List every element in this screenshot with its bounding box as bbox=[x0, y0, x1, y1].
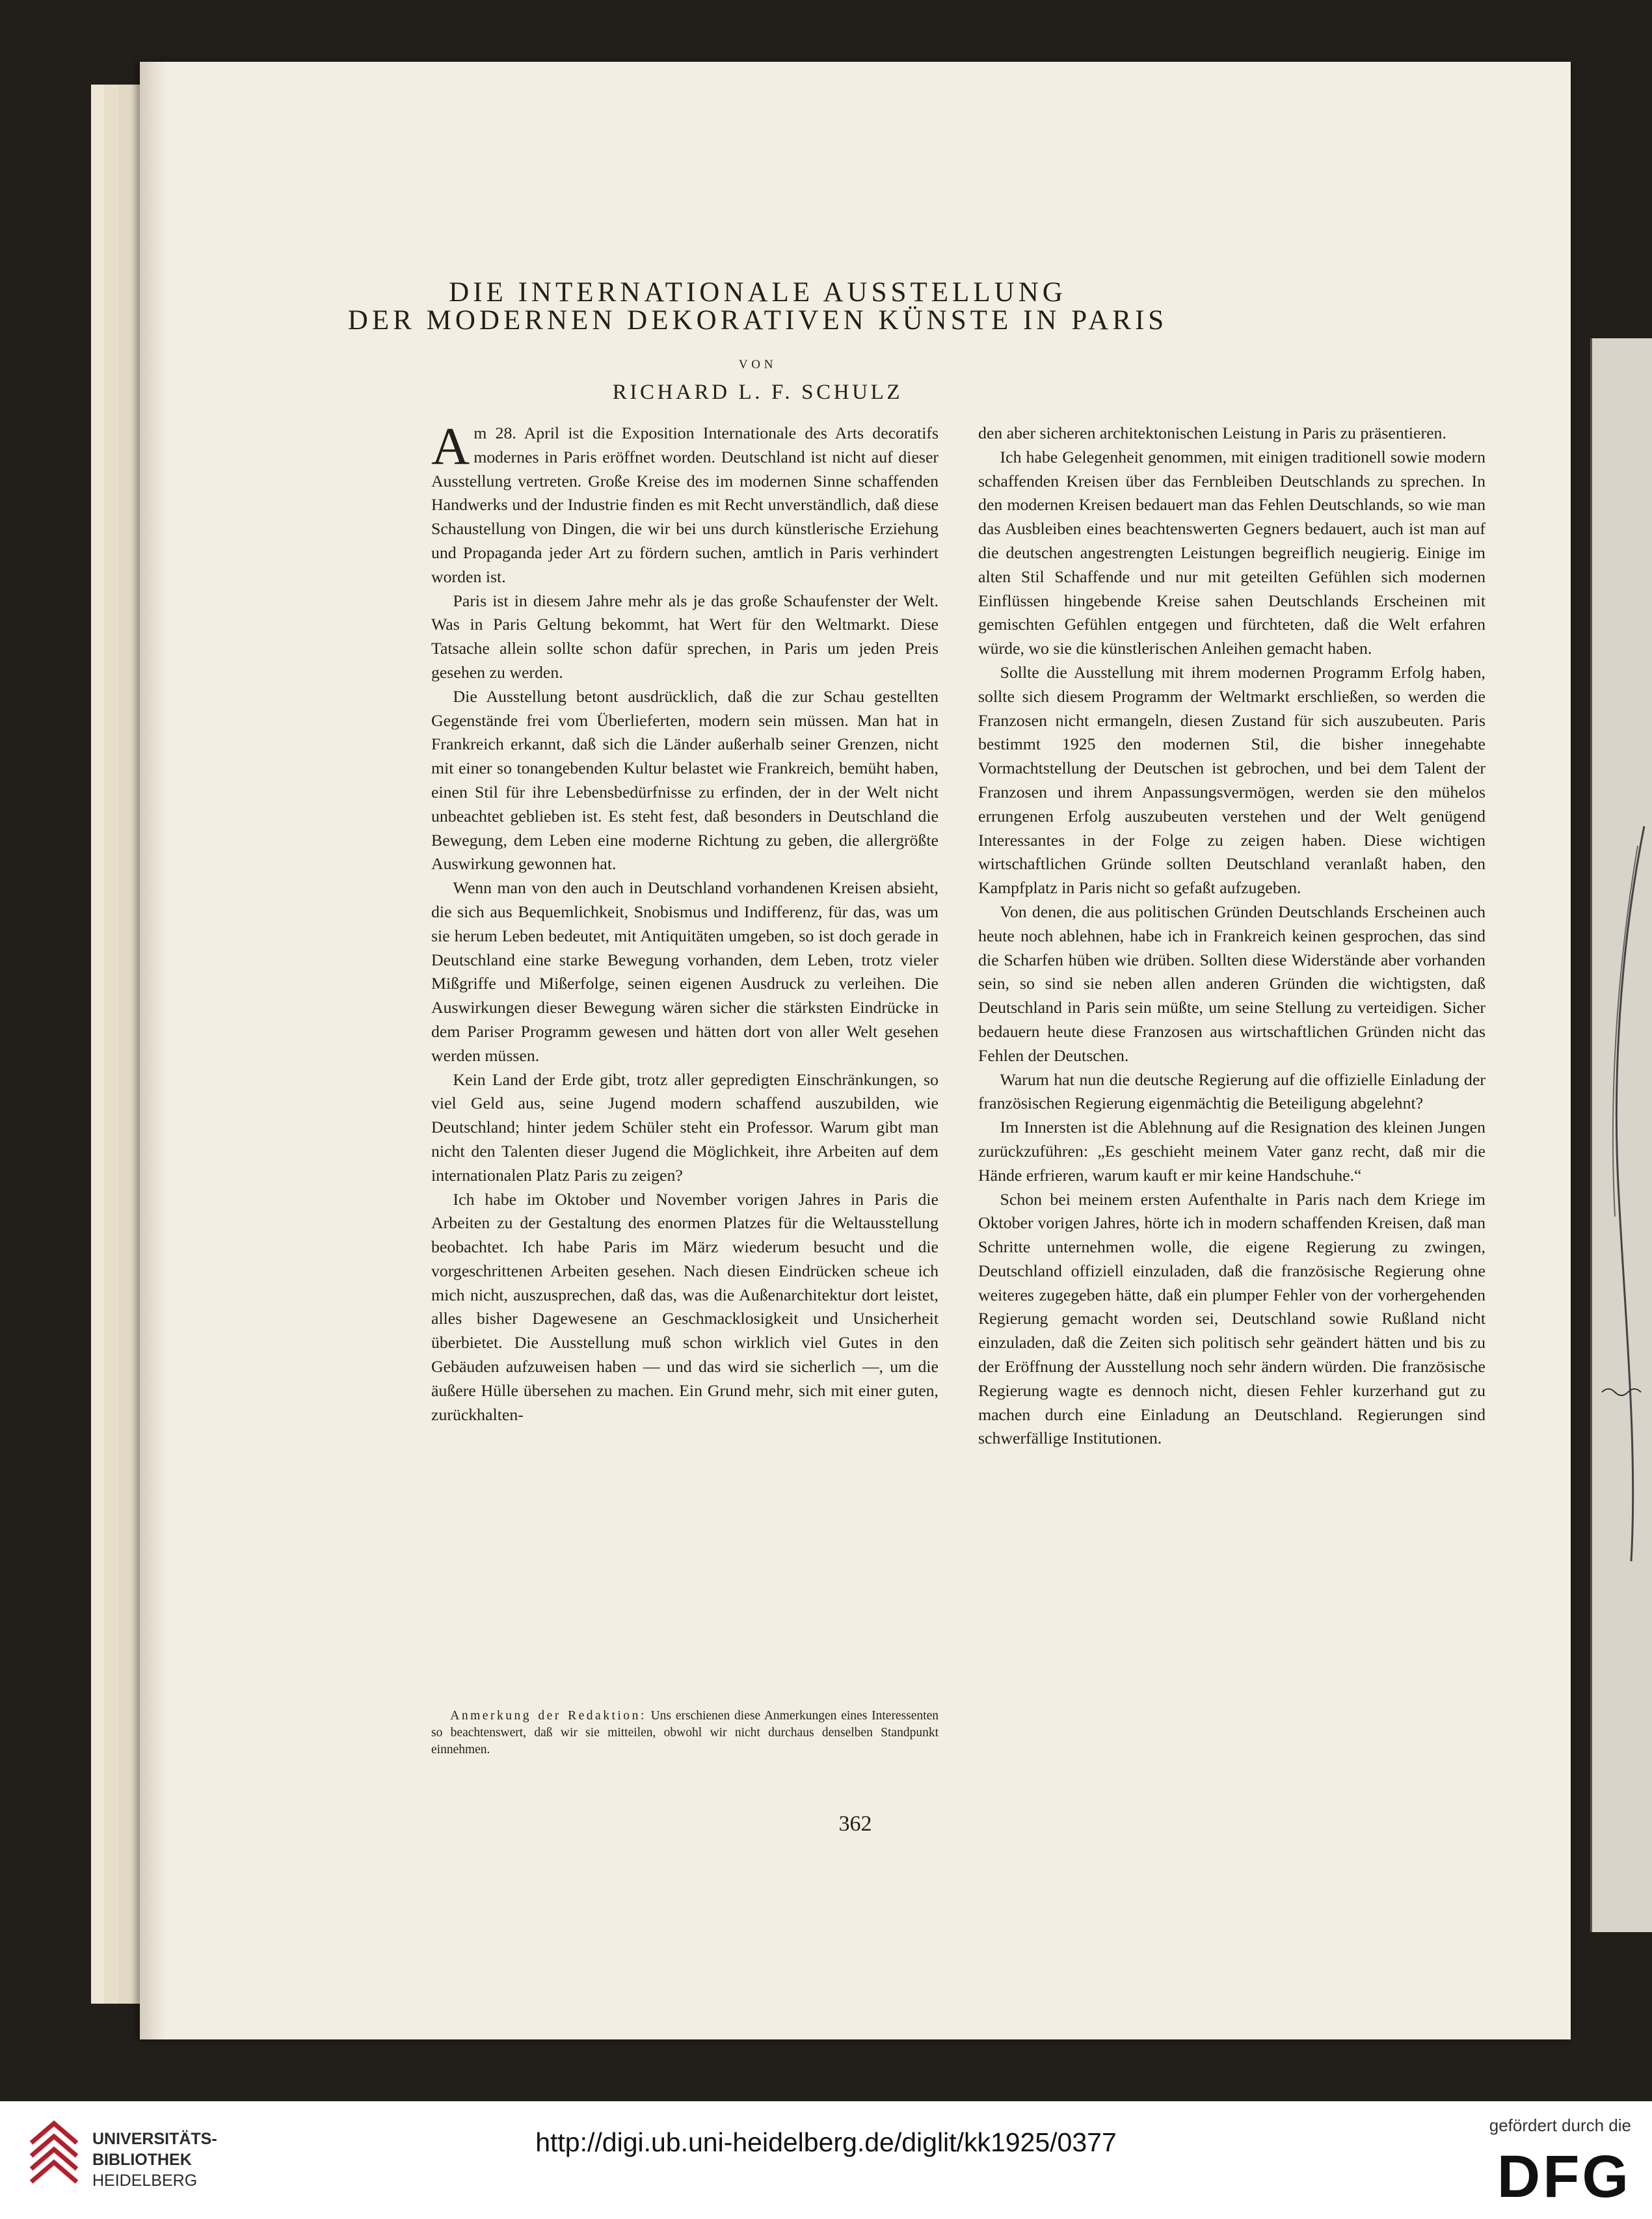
paragraph: Ich habe Gelegenheit genommen, mit einigen traditionell sowie modern schaffenden Kreisen über das Fernbleiben Deutschlands zu sprechen. In den modernen Kreisen bedauert man das Fehlen Deutschlands, so wie man das Ausbleiben eines beachtenswerten Gegners bedauert, auch ist man auf die deutschen angestrengten Leistungen begreiflich neugierig. Einige im alten Stil Schaffende und nur mit geteilten Gefühlen sich modernen Einflüssen hingebende Kreise sahen Deutschlands Erscheinen mit gemischten Gefühlen entgegen und fürchteten, daß die Welt erfahren würde, wo sie die künstlerischen Anleihen gemacht haben. bbox=[978, 447, 1485, 658]
library-name-line1: UNIVERSITÄTS- bbox=[92, 2130, 217, 2148]
paragraph: Von denen, die aus politischen Gründen Deutschlands Erscheinen auch heute noch ablehnen, habe ich in Frankreich keinen gesprochen, das sind die Scharfen hüben wie drüben. Sollten diese Widerstände aber vorhanden sein, so sind sie neben allen anderen Gründen die wichtigsten, daß Deutschland in Paris sein müßte, um seine Stellung zu verteidigen. Sicher bedauern heute diese Franzosen aus wirtschaftlichen Gründen nicht das Fehlen der Deutschen. bbox=[978, 902, 1485, 1065]
text-column-left bbox=[431, 416, 939, 1427]
article-title-line1: DIE INTERNATIONALE AUSSTELLUNG bbox=[449, 277, 1067, 308]
paragraph bbox=[431, 416, 939, 589]
permalink-url[interactable]: http://digi.ub.uni-heidelberg.de/diglit/kk1925/0377 bbox=[535, 2127, 1117, 2157]
footnote-text: Uns erschienen diese Anmerkungen eines Interessenten so beachtenswert, daß wir sie mitteilen, obwohl wir nicht durchaus denselben Standpunkt einnehmen. bbox=[431, 1709, 939, 1756]
library-name-line2: BIBLIOTHEK bbox=[92, 2151, 192, 2169]
text-column-right bbox=[978, 422, 1485, 1451]
paragraph: Sollte die Ausstellung mit ihrem modernen Programm Erfolg haben, sollte sich diesem Programm der Weltmarkt erschließen, so werden die Franzosen nicht ermangeln, diesen Zustand für sich auszubeuten. Paris bestimmt 1925 den modernen Stil, die bisher innegehabte Vormachtstellung der Deutschen ist gebrochen, und bei dem Talent der Franzosen und ihrem Anpassungsvermögen, werden sie den mühelos errungenen Erfolg auszubeuten verstehen und der Welt genügend Interessantes in der Folge zu zeigen haben. Diese wichtigen wirtschaftlichen Gründe sollten Deutschland veranlaßt haben, den Kampfplatz in Paris nicht so gefaßt aufzugeben. bbox=[978, 662, 1485, 898]
paragraph: den aber sicheren architektonischen Leistung in Paris zu präsentieren. bbox=[978, 424, 1446, 442]
paragraph: Schon bei meinem ersten Aufenthalte in Paris nach dem Kriege im Oktober vorigen Jahres, hörte ich in modern schaffenden Kreisen, daß man Schritte unternehmen wolle, die eigene Regierung zu zwingen, Deutschland offiziell einzuladen, daß die französische Regierung ohne weiteres zugegeben hätte, daß ein plumper Fehler von der vorhergehenden Regierung gemacht worden sei, Deutschland sowie Rußland nicht einzuladen, daß die Zeiten sich politisch sehr geändert hätten und bis zu der Eröffnung der Ausstellung noch sehr ändern würden. Die französische Regierung wagte es dennoch nicht, diesen Fehler kurzerhand gut zu machen durch eine Einladung an Deutschland. Regierungen sind schwerfällige Institutionen. bbox=[978, 1189, 1485, 1448]
paragraph: Im Innersten ist die Ablehnung auf die Resignation des kleinen Jungen zurückzuführen: „Es geschieht meinem Vater ganz recht, daß mir die Hände erfrieren, warum kauft er mir keine Handschuhe.“ bbox=[978, 1118, 1485, 1185]
funder-label: gefördert durch die bbox=[1489, 2116, 1631, 2135]
paragraph: Paris ist in diesem Jahre mehr als je das große Schaufenster der Welt. Was in Paris Geltung bekommt, hat Wert für den Weltmarkt. Diese Tatsache allein sollte schon dafür sprechen, in Paris um jeden Preis gesehen zu werden. bbox=[431, 591, 939, 682]
author-name: RICHARD L. F. SCHULZ bbox=[612, 381, 903, 404]
paragraph-text: m 28. April ist die Exposition Internationale des Arts decoratifs modernes in Paris eröffnet worden. Deutschland ist nicht auf dieser Ausstellung vertreten. Große Kreise des im modernen Sinne schaffenden Handwerks und der Industrie finden es mit Recht unverständlich, daß diese Schaustellung von Dingen, die wir bei uns durch künstlerische Erziehung und Propaganda jeder Art zu fördern suchen, amtlich in Paris verhindert worden ist. bbox=[431, 424, 939, 586]
library-name-line3: HEIDELBERG bbox=[92, 2172, 198, 2190]
paragraph: Die Ausstellung betont ausdrücklich, daß die zur Schau gestellten Gegenstände frei vom Überlieferten, modern sein müssen. Man hat in Frankreich erkannt, daß sich die Länder außerhalb seiner Grenzen, nicht mit einer so tonangebenden Kultur belastet wie Frankreich, bemüht haben, einen Stil für ihre Lebensbedürfnisse zu erfinden, der in der Welt nicht unbeachtet geblieben ist. Es steht fest, daß besonders in Deutschland die Bewegung, dem Leben eine moderne Richtung zu geben, die allergrößte Auswirkung gewonnen hat. bbox=[431, 686, 939, 874]
paragraph: Wenn man von den auch in Deutschland vorhandenen Kreisen absieht, die sich aus Bequemlichkeit, Snobismus und Indifferenz, für das, was um sie herum Leben bedeutet, mit Antiquitäten umgeben, so ist doch gerade in Deutschland eine starke Bewegung vorhanden, dem Leben, trotz vieler Mißgriffe und Mißerfolge, seinen eigenen Ausdruck zu verleihen. Die Auswirkungen dieser Bewegung wären sicher die stärksten Eindrücke in dem Pariser Programm gewesen und hätten dort von aller Welt gesehen werden müssen. bbox=[431, 878, 939, 1065]
byline-von: VON bbox=[738, 358, 777, 371]
sketch-image bbox=[1599, 794, 1651, 1574]
paragraph: Ich habe im Oktober und November vorigen Jahres in Paris die Arbeiten zu der Gestaltung des enormen Platzes für die Weltausstellung beobachtet. Ich habe Paris im März wiederum besucht und die vorgeschrittenen Arbeiten gesehen. Nach diesen Eindrücken scheue ich mich nicht, auszusprechen, daß das, was die Außenarchitektur dort leistet, alles bisher Dagewesene an Geschmacklosigkeit und Unsicherheit überbietet. Die Ausstellung muß schon wirklich viel Gutes in den Gebäuden aufzuweisen haben — und das wird sie sicherlich —, um die äußere Hülle übersehen zu machen. Ein Grund mehr, sich mit einer guten, zurückhalten- bbox=[431, 1189, 939, 1424]
adjacent-page bbox=[1590, 338, 1652, 1932]
article-title-line2: DER MODERNEN DEKORATIVEN KÜNSTE IN PARIS bbox=[347, 305, 1168, 336]
dfg-logo[interactable]: DFG bbox=[1497, 2144, 1631, 2210]
paragraph: Kein Land der Erde gibt, trotz aller gepredigten Einschränkungen, so viel Geld aus, seine Jugend modern schaffend auszubilden, wie Deutschland; hinter jedem Schüler steht ein Professor. Warum gibt man nicht den Talenten dieser Jugend die Möglichkeit, ihre Arbeiten auf dem internationalen Platz Paris zu zeigen? bbox=[431, 1069, 939, 1185]
page-number: 362 bbox=[838, 1812, 872, 1836]
viewer-footer bbox=[0, 2101, 1652, 2219]
book-page bbox=[140, 62, 1571, 2039]
drop-cap: A bbox=[431, 416, 470, 476]
editorial-footnote bbox=[431, 1708, 939, 1758]
paragraph: Warum hat nun die deutsche Regierung auf die offizielle Einladung der französischen Regierung eigenmächtig die Beteiligung abgelehnt? bbox=[978, 1069, 1485, 1113]
footnote-label: Anmerkung der Redaktion: bbox=[450, 1709, 646, 1723]
